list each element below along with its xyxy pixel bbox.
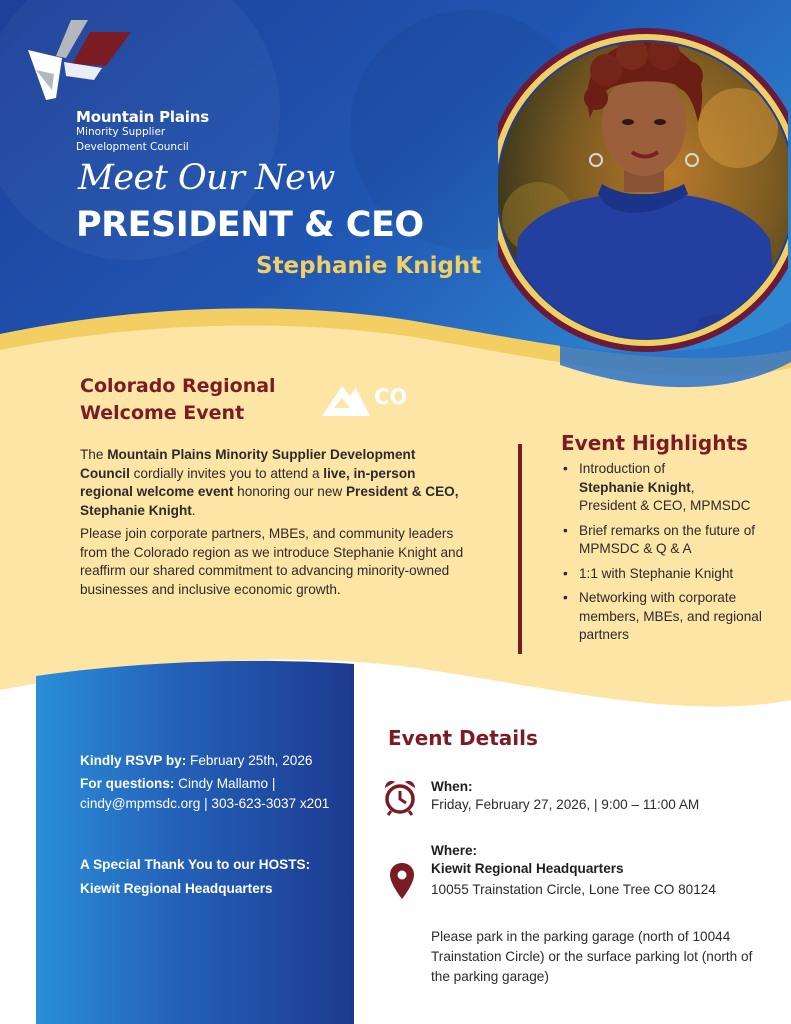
highlight-item: • Brief remarks on the future of MPMSDC & Q & A [563, 522, 778, 559]
highlight-1-name: Stephanie Knight [579, 479, 691, 495]
intro-org-name: Mountain Plains Minority Supplier Development Council [80, 447, 416, 481]
highlights-title: Event Highlights [561, 431, 748, 455]
welcome-title-line1: Colorado Regional [80, 375, 276, 397]
highlight-item: • Networking with corporate members, MBEs, and regional partners [563, 589, 778, 645]
questions-contact: Cindy Mallamo | cindy@mpmsdc.org | 303-623-3037 x201 [80, 776, 330, 811]
intro-text-4: . [191, 502, 196, 518]
where-label: Where: [431, 843, 478, 858]
org-name: Mountain Plains [76, 108, 209, 126]
welcome-title [80, 373, 320, 427]
where-venue: Kiewit Regional Headquarters [431, 861, 624, 876]
parking-note: Please park in the parking garage (north of 10044 Trainstation Circle) or the surface parking lot (north of the parking garage) [431, 929, 753, 984]
org-subtitle-line2: Development Council [76, 141, 189, 153]
welcome-title-line2: Welcome Event [80, 402, 245, 424]
questions-line [80, 774, 340, 814]
highlight-1-text: Introduction of [579, 461, 666, 476]
rsvp-label: Kindly RSVP by: [80, 753, 187, 768]
when-value: Friday, February 27, 2026, | 9:00 – 11:00 AM [431, 797, 700, 812]
event-details-title: Event Details [388, 726, 538, 750]
portrait-photo [498, 18, 788, 364]
when-label: When: [431, 779, 473, 794]
intro-paragraph [80, 446, 460, 520]
join-paragraph: Please join corporate partners, MBEs, and community leaders from the Colorado region as we introduce Stephanie Knight and reaffirm our shared commitment to advancing minority-owned businesses and inclusive economic growth. [80, 526, 464, 597]
headline-main: PRESIDENT & CEO [76, 205, 424, 245]
highlight-item: • 1:1 with Stephanie Knight [563, 565, 778, 584]
rsvp-date: February 25th, 2026 [186, 753, 313, 768]
highlight-item [563, 460, 778, 516]
intro-ceo-name: President & CEO, Stephanie Knight [80, 484, 459, 518]
org-logo [26, 18, 226, 153]
intro-event-type: live, in-person regional welcome event [80, 465, 416, 499]
intro-text-2: cordially invites you to attend a [129, 465, 324, 481]
highlights-list [563, 460, 778, 651]
hosts-thanks: A Special Thank You to our HOSTS: [80, 857, 311, 872]
questions-label: For questions: [80, 776, 175, 791]
intro-text-1: The [80, 447, 108, 462]
intro-text-3: honoring our new [233, 484, 346, 499]
map-pin-icon [389, 862, 415, 900]
logo-mark-icon [26, 18, 136, 108]
alarm-clock-icon [381, 777, 419, 817]
highlight-1-role: President & CEO, MPMSDC [579, 498, 751, 513]
state-badge: CO [374, 385, 408, 409]
section-divider [518, 444, 522, 654]
highlight-1-comma: , [690, 479, 695, 495]
where-address: 10055 Trainstation Circle, Lone Tree CO 80124 [431, 882, 716, 897]
org-subtitle-line1: Minority Supplier [76, 126, 166, 138]
headline-name: Stephanie Knight [256, 253, 482, 279]
rsvp-line [80, 751, 340, 771]
host-name: Kiewit Regional Headquarters [80, 881, 273, 896]
headline-script: Meet Our New [78, 158, 335, 198]
